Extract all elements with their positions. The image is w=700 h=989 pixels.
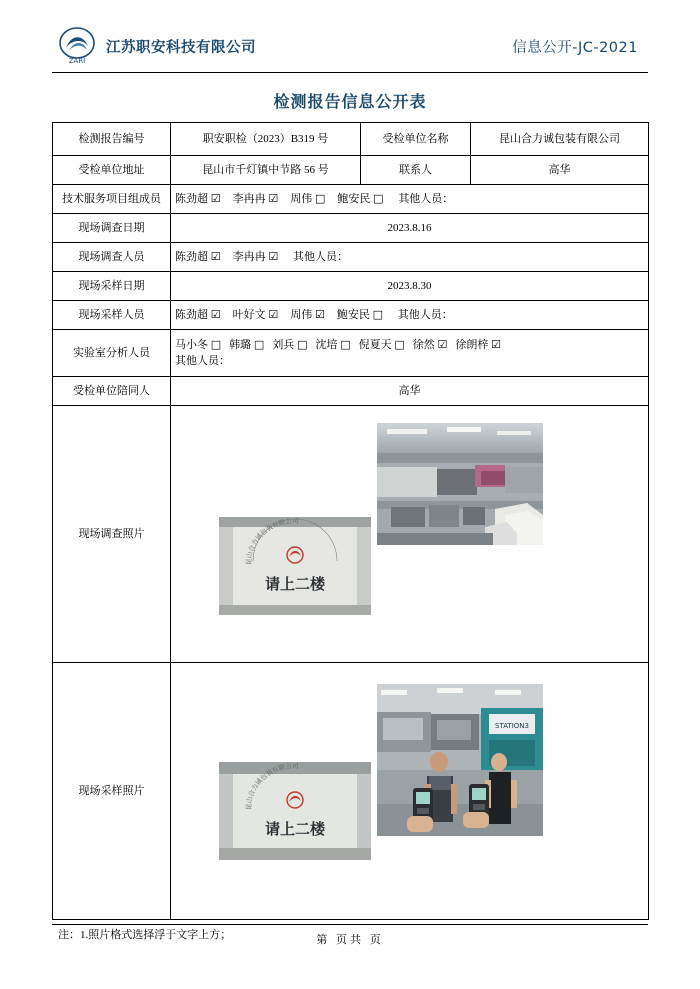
sampling-photo-group	[175, 666, 644, 916]
member-checkbox-item[interactable]	[315, 339, 350, 351]
checkbox-checked-icon[interactable]: ☑	[315, 307, 325, 321]
table-row	[53, 330, 649, 377]
tech-team-members	[171, 185, 649, 214]
tech-team-label: 技术服务项目组成员	[53, 185, 171, 214]
svg-text:昆山合力诚包装有限公司: 昆山合力诚包装有限公司	[244, 517, 299, 566]
sampling-staff-others: 其他人员：	[397, 308, 453, 321]
checkbox-checked-icon[interactable]: ☑	[210, 307, 221, 321]
survey-photos-cell	[171, 406, 649, 663]
svg-text:STATION3: STATION3	[495, 722, 529, 730]
checkbox-unchecked-icon[interactable]: □	[210, 337, 222, 351]
member-checkbox-item[interactable]	[290, 193, 325, 205]
svg-text:昆山合力诚包装有限公司: 昆山合力诚包装有限公司	[244, 762, 299, 811]
sampling-date-label: 现场采样日期	[53, 272, 171, 301]
table-row-photos-survey	[53, 406, 649, 663]
member-checkbox-item[interactable]	[413, 339, 448, 351]
sampling-photos-label: 现场采样照片	[53, 663, 171, 920]
table-row-photos-sampling	[53, 663, 649, 920]
page-title: 检测报告信息公开表	[273, 92, 427, 111]
member-name: 韩璐	[229, 338, 254, 351]
member-list-lab	[175, 337, 644, 354]
member-checkbox-item[interactable]	[175, 251, 221, 263]
escort-label: 受检单位陪同人	[53, 377, 171, 406]
svg-text:请上二楼: 请上二楼	[264, 820, 326, 838]
member-name: 叶好文	[232, 308, 269, 321]
member-checkbox-item[interactable]	[455, 339, 501, 351]
member-name: 陈劲超	[175, 250, 211, 263]
survey-photos-label: 现场调查照片	[53, 406, 171, 663]
tech-team-others: 其他人员：	[398, 192, 454, 205]
table-row	[53, 156, 649, 185]
document-code: 信息公开-JC-2021	[512, 39, 638, 56]
member-name: 周伟	[290, 308, 315, 321]
member-name: 倪夏天	[358, 338, 395, 351]
member-name: 陈劲超	[175, 192, 211, 205]
table-row	[53, 301, 649, 330]
sampling-staff-members	[171, 301, 649, 330]
footnote: 注：1.照片格式选择浮于文字上方；	[58, 929, 232, 941]
table-row	[53, 272, 649, 301]
member-name: 鲍安民	[336, 308, 373, 321]
sampling-staff-label: 现场采样人员	[53, 301, 171, 330]
checkbox-unchecked-icon[interactable]: □	[340, 337, 351, 351]
member-list-tech	[175, 193, 396, 205]
member-checkbox-item[interactable]	[272, 339, 307, 351]
page-number: 第 页共 页	[316, 934, 384, 946]
table-row	[53, 243, 649, 272]
checkbox-unchecked-icon[interactable]: □	[253, 337, 265, 351]
member-checkbox-item[interactable]	[233, 251, 279, 263]
client-name-label: 受检单位名称	[361, 123, 471, 156]
checkbox-checked-icon[interactable]: ☑	[268, 307, 279, 321]
member-list-sampling	[175, 309, 395, 321]
member-checkbox-item[interactable]	[337, 193, 383, 205]
table-row	[53, 377, 649, 406]
survey-staff-label: 现场调查人员	[53, 243, 171, 272]
sampling-photos-cell	[171, 663, 649, 920]
contact-value: 高华	[471, 156, 649, 185]
client-addr-value: 昆山市千灯镇中节路 56 号	[171, 156, 361, 185]
member-name: 周伟	[290, 192, 315, 205]
report-no-label: 检测报告编号	[53, 123, 171, 156]
company-logo-icon	[56, 26, 98, 66]
escort-value: 高华	[171, 377, 649, 406]
photo-entrance-sign-2	[219, 762, 371, 860]
checkbox-unchecked-icon[interactable]: □	[297, 337, 308, 351]
table-row	[53, 214, 649, 243]
survey-staff-others: 其他人员：	[293, 250, 348, 263]
page-footer	[52, 924, 648, 947]
member-name: 徐然	[412, 338, 438, 351]
table-row	[53, 123, 649, 156]
checkbox-checked-icon[interactable]: ☑	[491, 337, 502, 351]
member-name: 沈培	[315, 338, 341, 351]
photo-entrance-sign	[219, 517, 371, 615]
page-header	[52, 26, 648, 73]
member-checkbox-item[interactable]	[175, 193, 221, 205]
member-name: 陈劲超	[175, 308, 211, 321]
member-name: 李冉冉	[232, 192, 269, 205]
sampling-date-value: 2023.8.30	[171, 272, 649, 301]
member-name: 刘兵	[272, 338, 298, 351]
header-left	[56, 26, 256, 66]
table-row	[53, 185, 649, 214]
footer-divider	[52, 924, 648, 925]
member-name: 马小冬	[175, 338, 211, 351]
photo-factory-floor	[377, 423, 543, 545]
survey-date-label: 现场调查日期	[53, 214, 171, 243]
report-info-table	[52, 122, 649, 920]
member-name: 徐朗梓	[455, 338, 492, 351]
lab-staff-others: 其他人员：	[175, 355, 230, 367]
member-checkbox-item[interactable]	[359, 339, 405, 351]
checkbox-unchecked-icon[interactable]: □	[394, 337, 405, 351]
checkbox-checked-icon[interactable]: ☑	[437, 337, 448, 351]
checkbox-checked-icon[interactable]: ☑	[210, 249, 221, 263]
checkbox-unchecked-icon[interactable]: □	[373, 191, 384, 205]
checkbox-checked-icon[interactable]: ☑	[268, 249, 279, 263]
survey-date-value: 2023.8.16	[171, 214, 649, 243]
member-list-survey	[175, 251, 290, 263]
contact-label: 联系人	[361, 156, 471, 185]
photo-sampling-workshop	[377, 684, 543, 836]
company-name: 江苏职安科技有限公司	[106, 39, 256, 56]
svg-text:ZARI: ZARI	[68, 57, 86, 65]
checkbox-unchecked-icon[interactable]: □	[315, 191, 326, 205]
checkbox-checked-icon[interactable]: ☑	[210, 191, 221, 205]
member-checkbox-item[interactable]	[337, 309, 383, 321]
member-name: 鲍安民	[337, 192, 374, 205]
lab-staff-members	[171, 330, 649, 377]
checkbox-checked-icon[interactable]: ☑	[268, 191, 279, 205]
svg-text:请上二楼: 请上二楼	[264, 575, 326, 593]
member-checkbox-item[interactable]	[233, 193, 279, 205]
member-checkbox-item[interactable]	[175, 309, 221, 321]
member-checkbox-item[interactable]	[229, 339, 264, 351]
lab-staff-label: 实验室分析人员	[53, 330, 171, 377]
client-addr-label: 受检单位地址	[53, 156, 171, 185]
client-name-value: 昆山合力诚包装有限公司	[471, 123, 649, 156]
survey-photo-group	[175, 409, 644, 659]
member-checkbox-item[interactable]	[233, 309, 279, 321]
report-no-value: 职安职检（2023）B319 号	[171, 123, 361, 156]
member-name: 李冉冉	[232, 250, 269, 263]
member-checkbox-item[interactable]	[175, 339, 221, 351]
member-checkbox-item[interactable]	[290, 309, 325, 321]
survey-staff-members	[171, 243, 649, 272]
checkbox-unchecked-icon[interactable]: □	[372, 307, 384, 321]
